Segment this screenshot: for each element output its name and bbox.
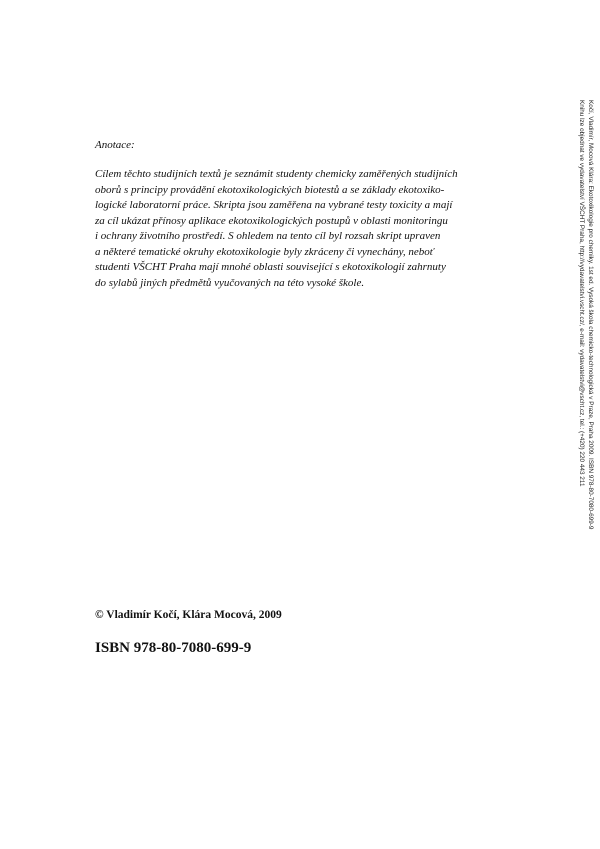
- abstract-line: i ochrany životního prostředí. S ohledem na tento cíl byl rozsah skript upraven: [95, 230, 441, 242]
- copyright-notice: © Vladimír Kočí, Klára Mocová, 2009: [95, 609, 282, 621]
- abstract-label: Anotace:: [95, 139, 135, 151]
- vertical-citation-note: [577, 100, 595, 529]
- abstract-line: studenti VŠCHT Praha mají mnohé oblasti související s ekotoxikologií zahrnuty: [95, 261, 446, 273]
- citation-line: Kočí, Vladimír, Mocová Klára: Ekotoxikologie pro chemiky. 1st ed. Vysoká škola chemicko-technologická v Praze, Praha 2009. ISBN 978-80-7080-699-9: [587, 100, 594, 530]
- abstract-line: logické laboratorní práce. Skripta jsou zaměřena na vybrané testy toxicity a mají: [95, 199, 453, 211]
- abstract-line: a některé tematické okruhy ekotoxikologie byly zkráceny či vynechány, neboť: [95, 245, 434, 258]
- abstract-text: [95, 167, 525, 291]
- abstract-line: do sylabů jiných předmětů vyučovaných na této vysoké škole.: [95, 276, 365, 289]
- abstract-line: Cílem těchto studijních textů je seznámit studenty chemicky zaměřených studijních: [95, 168, 458, 180]
- isbn-number: ISBN 978-80-7080-699-9: [95, 640, 252, 656]
- abstract-line: za cíl ukázat přínosy aplikace ekotoxikologických postupů v oblasti monitoringu: [95, 214, 448, 227]
- abstract-line: oborů s principy provádění ekotoxikologických biotestů a se základy ekotoxiko-: [95, 183, 445, 196]
- order-info-line: Knihu lze objednat ve vydavatelství VŠCHT Praha, http://vydavatelstvi.vscht.cz/, e-mail: vydavatelstvi@vscht.cz, tel.: (+420) 220 443 211: [578, 100, 585, 487]
